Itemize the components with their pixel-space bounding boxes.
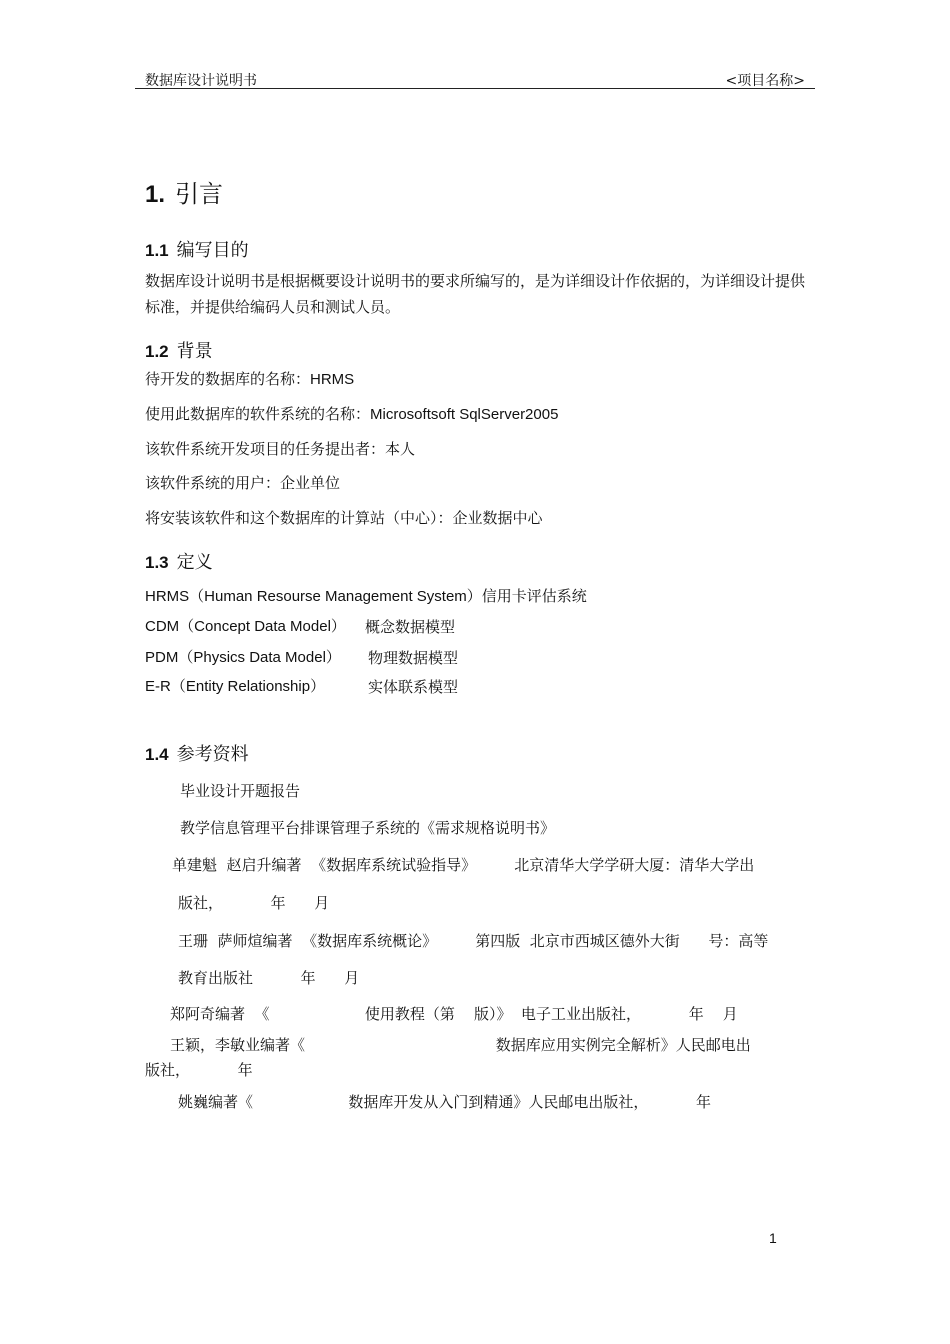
background-line: 将安装该软件和这个数据库的计算站（中心）：企业数据中心: [145, 509, 543, 527]
reference-item: 教育出版社 年 月: [178, 969, 360, 987]
section-1-2-heading: [145, 337, 213, 363]
section-number: 1.1: [145, 241, 169, 260]
line-label: 待开发的数据库的名称：: [145, 370, 311, 388]
definition-full: （Physics Data Model）: [178, 649, 341, 666]
section-1-1-body: 数据库设计说明书是根据概要设计说明书的要求所编写的，是为详细设计作依据的，为详细设计提供标准，并提供给编码人员和测试人员。: [145, 272, 806, 316]
section-1-heading: [145, 174, 223, 209]
section-title: 定义: [176, 552, 213, 573]
background-line: 该软件系统的用户：企业单位: [145, 474, 341, 492]
definition-row: [145, 645, 459, 671]
definition-abbr: CDM: [145, 618, 180, 635]
reference-item: 郑阿奇编著 《 使用教程（第 版）》 电子工业出版社， 年 月: [170, 1005, 738, 1023]
section-title: 编写目的: [176, 240, 249, 261]
definition-desc: 物理数据模型: [368, 649, 459, 667]
section-title: 参考资料: [176, 744, 249, 765]
header-doc-title: 数据库设计说明书: [145, 73, 257, 89]
definition-row: [145, 674, 459, 700]
reference-item: 版社， 年: [145, 1061, 253, 1079]
section-number: 1.: [145, 181, 166, 208]
reference-item: 王珊 萨师煊编著 《数据库系统概论》 第四版 北京市西城区德外大街 号：高等: [178, 932, 769, 950]
definition-abbr: E-R: [145, 678, 171, 695]
reference-item: 教学信息管理平台排课管理子系统的《需求规格说明书》: [180, 819, 556, 837]
reference-item: 毕业设计开题报告: [180, 782, 301, 800]
definition-row: [145, 583, 587, 610]
line-value: Microsoftsoft SqlServer2005: [370, 406, 559, 423]
reference-item: 王颖，李敏业编著《 数据库应用实例完全解析》人民邮电出: [170, 1036, 751, 1054]
reference-item: 单建魁 赵启升编著 《数据库系统试验指导》 北京清华大学学研大厦：清华大学出: [172, 856, 755, 874]
page-header: [135, 68, 815, 89]
definition-desc: 信用卡评估系统: [481, 587, 587, 605]
background-line: [145, 366, 354, 393]
header-project-name: <项目名称>: [725, 73, 805, 89]
line-label: 使用此数据库的软件系统的名称：: [145, 405, 371, 423]
section-number: 1.4: [145, 745, 169, 764]
background-line: [145, 401, 558, 428]
section-number: 1.3: [145, 553, 169, 572]
section-1-3-heading: [145, 548, 213, 574]
definition-full: （Human Resourse Management System）: [189, 588, 482, 605]
reference-item: 版社， 年 月: [178, 894, 330, 912]
definition-desc: 实体联系模型: [368, 678, 459, 696]
reference-item: 姚巍编著《 数据库开发从入门到精通》人民邮电出版社， 年: [178, 1093, 712, 1111]
background-line: 该软件系统开发项目的任务提出者：本人: [145, 440, 416, 458]
section-number: 1.2: [145, 342, 169, 361]
section-title: 引言: [175, 180, 224, 208]
section-1-1-heading: [145, 236, 249, 262]
definition-full: （Entity Relationship）: [170, 678, 326, 695]
definition-abbr: PDM: [145, 649, 179, 666]
section-title: 背景: [176, 341, 213, 362]
page-number: 1: [769, 1230, 777, 1246]
definition-row: [145, 614, 456, 640]
definition-abbr: HRMS: [145, 588, 190, 605]
section-1-4-heading: [145, 740, 249, 766]
line-value: HRMS: [310, 371, 355, 388]
definition-desc: 概念数据模型: [365, 618, 456, 636]
definition-full: （Concept Data Model）: [179, 618, 346, 635]
